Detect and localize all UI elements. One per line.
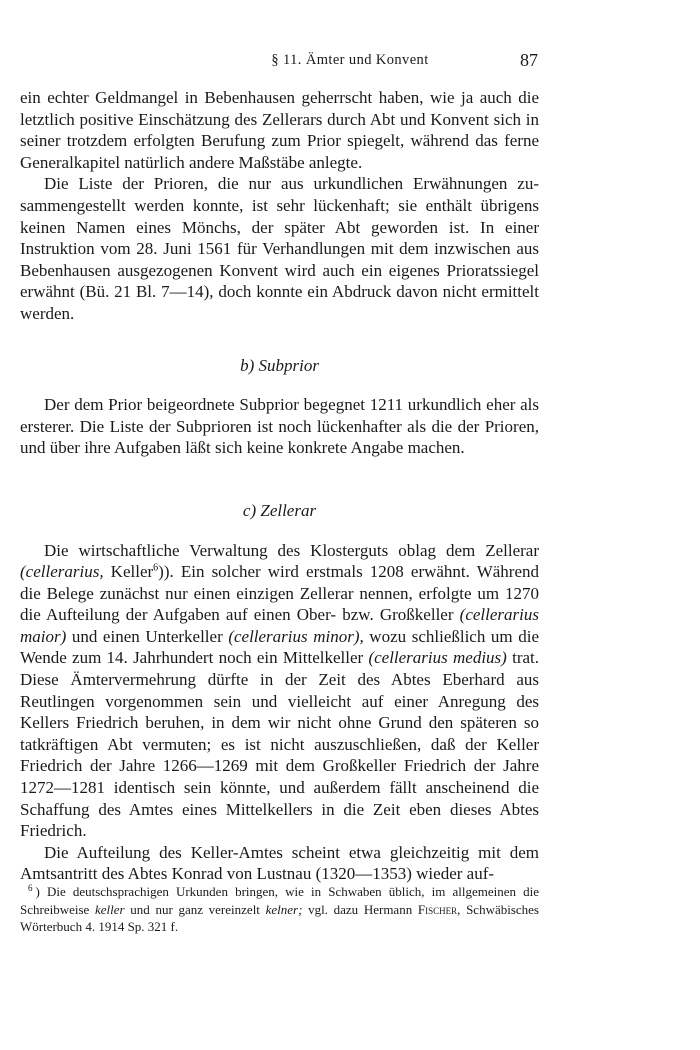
- text-run: Keller: [103, 562, 154, 582]
- text-run: Die deutschsprachigen Urkunden bringen, wie in Schwaben üblich, im allgemeinen die Schreibweise: [20, 884, 539, 917]
- author-name: Fischer: [417, 901, 458, 917]
- text-run: vgl. dazu Hermann: [302, 901, 418, 917]
- word-kelner: kelner;: [265, 901, 303, 917]
- latin-term-cellerarius-maior: (cellerarius maior): [20, 605, 539, 646]
- latin-term-cellerarius-medius: (cellerarius medius): [368, 648, 507, 668]
- section-heading-subprior: b) Subprior: [240, 355, 319, 375]
- main-text: [20, 87, 539, 885]
- word-keller: keller: [95, 901, 125, 917]
- subprior-paragraph: Der dem Prior beigeordnete Subprior begegnet 1211 urkundlich eher als ersterer. Die Liste der Subprioren ist noch lückenhafter als die der Prioren, und über ihre Aufgaben läßt sich keine konkrete Angabe machen.: [20, 395, 539, 458]
- latin-term-cellerarius-minor: (cellerarius minor),: [228, 626, 364, 646]
- text-run: wozu schließlich um die Wende zum 14. Jahrhundert noch ein Mittelkeller: [20, 626, 539, 668]
- prior-list-paragraph: Die Liste der Prioren, die nur aus urkundlichen Erwähnungen zusammengestellt werden konnte, ist sehr lückenhaft; sie enthält übrigens keinen Namen eines Mönchs, der später Abt geworden ist. In einer Instruktion vom 28. Juni 1561 für Verhandlungen mit dem inzwischen aus Bebenhausen ausgezogenen Konvent wird auch ein eigenes Prioratssiegel erwähnt (Bü. 21 Bl. 7—14), doch konnte ein Abdruck davon nicht ermittelt werden.: [20, 174, 539, 323]
- text-run: Die wirtschaftliche Verwaltung des Klosterguts oblag dem Zellerar: [44, 540, 539, 560]
- page-number: 87: [520, 50, 538, 70]
- intro-paragraph: ein echter Geldmangel in Bebenhausen geherrscht haben, wie ja auch die letztlich positive Einschätzung des Zellerars durch Abt und Konvent sich in seiner trotzdem erfolgten Berufung zum Prior spiegelt, während das ferne Generalkapitel natürlich andere Maßstäbe anlegte.: [20, 88, 539, 172]
- running-title: § 11. Ämter und Konvent: [271, 52, 429, 68]
- text-run: trat. Diese Ämtervermehrung dürfte in der Zeit des Abtes Eberhard aus Reutlingen vorgenommen sein und vielleicht auf einer Anregung des Kellers Friedrich beruhen, in dem wir nicht ohne Grund den späteren so tatkräftigen Abt vermuten; es ist nicht auszuschließen, daß der Keller Friedrich der Jahre 1266—1269 mit dem Großkeller Friedrich der Jahre 1272—1281 identisch sein könnte, und außerdem fällt anscheinend die Schaffung des Amtes eines Mittelkellers in die Zeit eben dieses Abtes Friedrich.: [20, 648, 540, 841]
- running-head: [0, 50, 700, 74]
- footnote-mark: 6: [28, 882, 33, 893]
- text-run: und nur ganz vereinzelt: [124, 901, 266, 917]
- text-run: )). Ein solcher wird erstmals 1208 erwähnt. Während die Belege zunächst nur einen einzigen Zellerar nennen, erfolgte um 1270 die Aufteilung der Aufgaben auf einen Ober- bzw. Großkeller: [20, 562, 540, 625]
- footnote-paren: ): [35, 884, 40, 899]
- zellerar-paragraph: [20, 540, 539, 842]
- section-heading-zellerar: c) Zellerar: [242, 500, 317, 520]
- footnotes: [20, 883, 539, 936]
- keller-amt-paragraph: Die Aufteilung des Keller-Amtes scheint etwa gleichzeitig mit dem Amtsantritt des Abtes Konrad von Lustnau (1320—1353) wieder auf-: [20, 842, 539, 884]
- footnote-6: [20, 883, 539, 936]
- latin-term-cellerarius: (cellerarius,: [20, 562, 104, 582]
- footnote-reference[interactable]: 6: [153, 562, 159, 574]
- text-run: , Schwäbisches Wörterbuch 4. 1914 Sp. 321 f.: [20, 901, 539, 935]
- text-run: und einen Unterkeller: [66, 626, 229, 646]
